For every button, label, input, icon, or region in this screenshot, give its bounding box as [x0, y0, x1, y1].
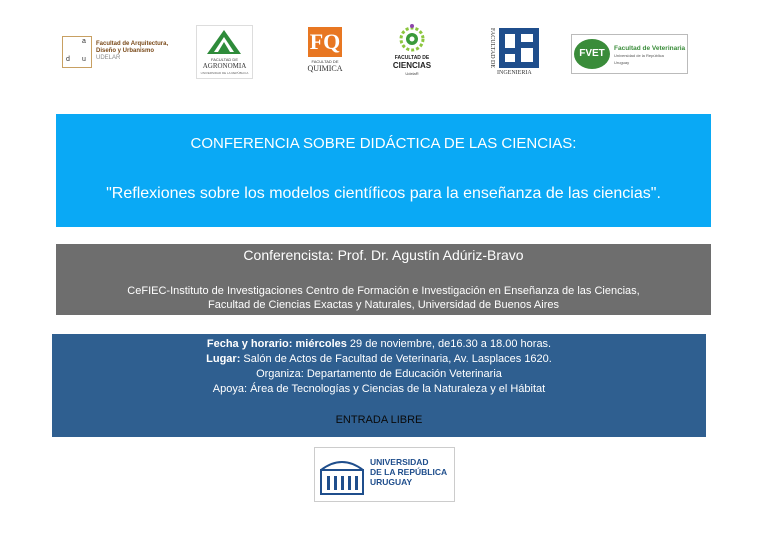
date-line: Fecha y horario: miércoles 29 de noviembre, de16.30 a 18.00 horas. [206, 338, 552, 350]
ciencias-line1: FACULTAD DE [394, 55, 430, 61]
udelar-text: UNIVERSIDAD DE LA REPÚBLICA URUGUAY [370, 457, 448, 487]
agronomia-line3: UNIVERSIDAD DE LA REPÚBLICA [200, 71, 249, 75]
agronomia-line1: FACULTAD DE [211, 57, 238, 62]
fadu-mark: a d u [62, 36, 92, 68]
conference-heading: CONFERENCIA SOBRE DIDÁCTICA DE LAS CIENCIAS: [190, 135, 577, 152]
title-band [56, 114, 711, 227]
fvet-text: Facultad de Veterinaria Universidad de la República Uruguay [614, 45, 686, 65]
fvet-logo [571, 34, 688, 74]
info-band [52, 334, 706, 437]
apoya-line: Apoya: Área de Tecnologías y Ciencias de la Naturaleza y el Hábitat [212, 383, 546, 395]
speaker-affiliation: CeFIEC-Instituto de Investigaciones Centro de Formación e Investigación en Enseñanza de las Ciencias, Facultad de Ciencias Exactas y Naturales, Universidad de Buenos Aires [127, 285, 640, 311]
quimica-line2: QUIMICA [307, 64, 343, 73]
speaker-name: Conferencista: Prof. Dr. Agustín Adúriz-Bravo [243, 247, 524, 263]
fadu-name: Facultad de Arquitectura, Diseño y Urbanismo UDELAR [96, 41, 169, 61]
place-line: Lugar: Salón de Actos de Facultad de Veterinaria, Av. Lasplaces 1620. [206, 353, 552, 365]
ingenieria-vertical-text: FACULTAD DE [489, 28, 495, 69]
ingenieria-logo [487, 28, 539, 78]
ingenieria-bottom-text: INGENIERIA [497, 70, 532, 76]
quimica-mark: FQ [308, 27, 342, 57]
agronomia-line2: AGRONOMIA [202, 62, 247, 70]
udelar-building-icon [319, 452, 365, 497]
organiza-line: Organiza: Departamento de Educación Veterinaria [256, 368, 502, 380]
fvet-mark: FVET [574, 39, 610, 69]
ingenieria-emblem-icon [499, 28, 539, 68]
ciencias-line3: UdelaR [405, 71, 419, 76]
agronomia-emblem-icon [197, 26, 252, 58]
quimica-logo [306, 25, 344, 77]
speaker-band [56, 244, 711, 315]
ciencias-line2: CIENCIAS [392, 61, 432, 70]
conference-subtitle: "Reflexiones sobre los modelos científicos para la enseñanza de las ciencias". [106, 185, 661, 202]
fadu-logo [62, 36, 187, 70]
agronomia-logo [196, 25, 253, 79]
udelar-logo [314, 447, 455, 502]
quimica-line1: FACULTAD DE [311, 59, 339, 64]
ciencias-logo [388, 22, 436, 80]
entrada-libre: ENTRADA LIBRE [335, 414, 423, 426]
ciencias-emblem-icon [388, 22, 436, 54]
